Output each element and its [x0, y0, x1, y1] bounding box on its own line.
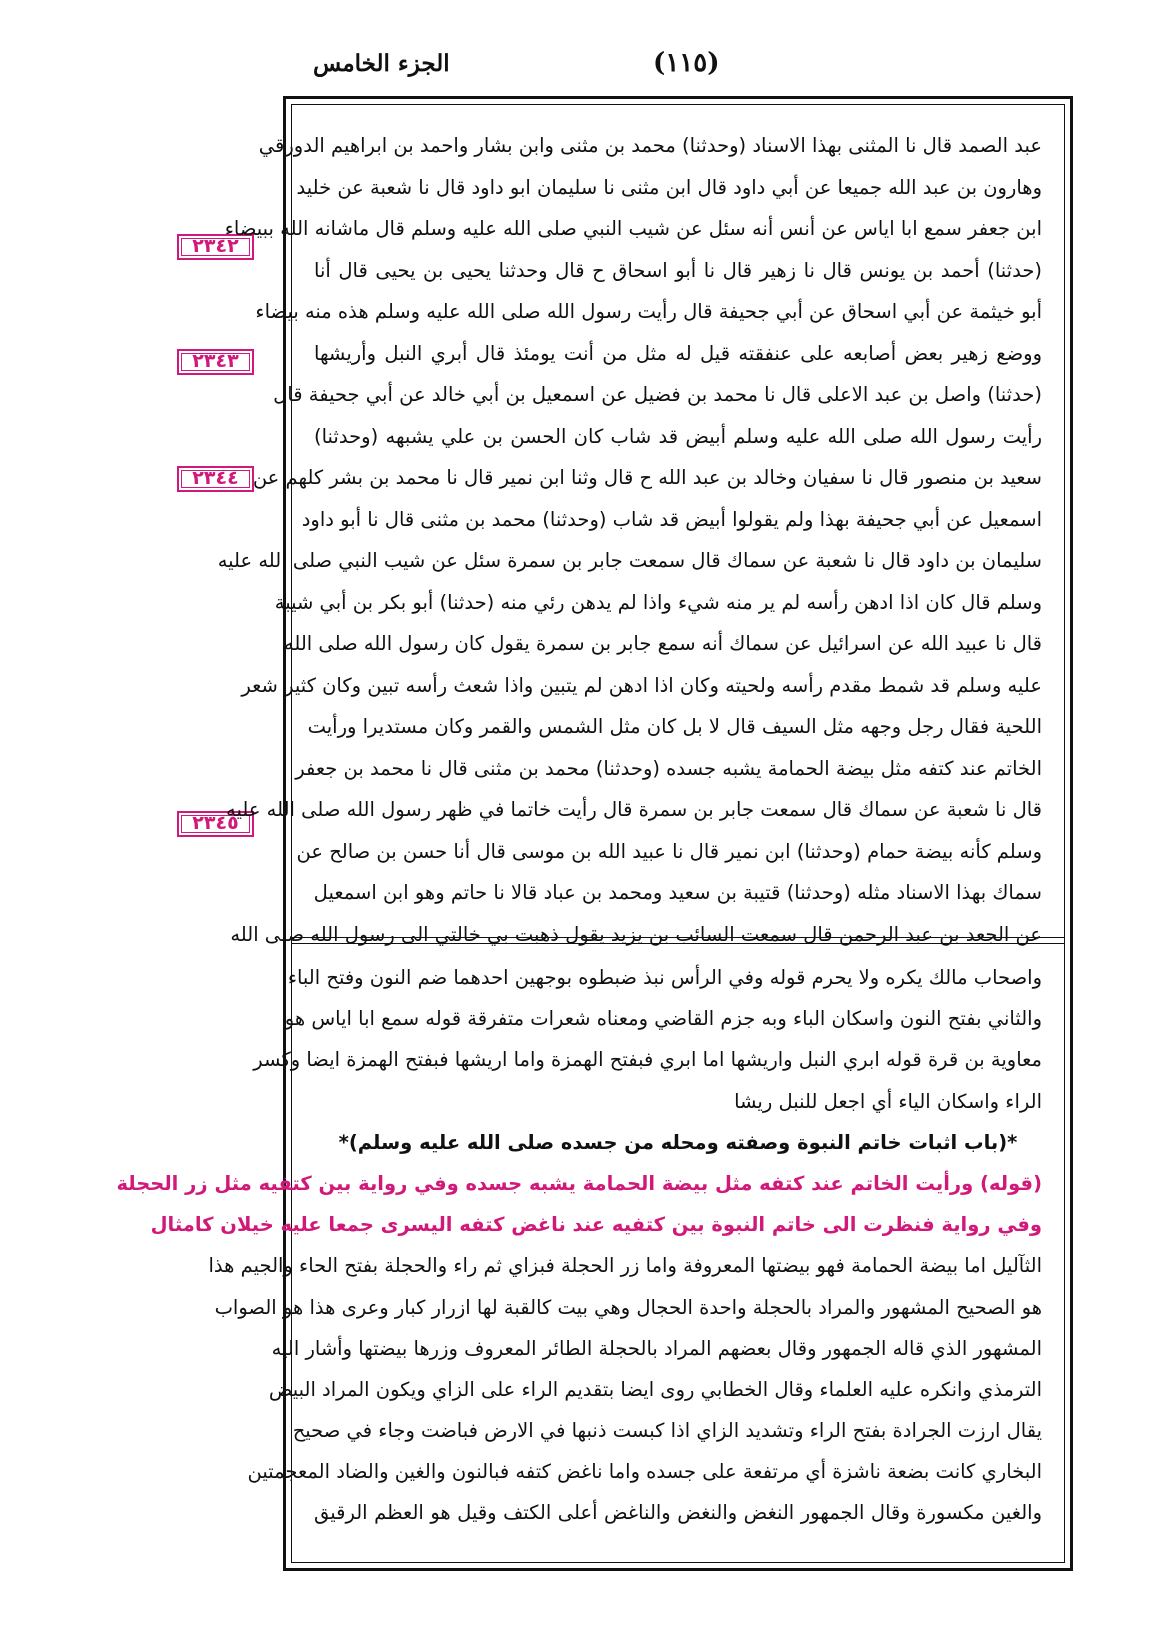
- text-line: سماك بهذا الاسناد مثله (وحدثنا) قتيبة بن سعيد ومحمد بن عباد قالا نا حاتم وهو ابن اسمعيل: [313, 881, 1042, 904]
- text-line: قال نا شعبة عن سماك قال سمعت جابر بن سمرة قال رأيت خاتما في ظهر رسول الله صلى الله عليه: [226, 798, 1042, 821]
- text-line: قال نا عبيد الله عن اسرائيل عن سماك أنه سمع جابر بن سمرة يقول كان رسول الله صلى الله: [283, 632, 1042, 655]
- text-line: البخاري كانت بضعة ناشزة أي مرتفعة على جسده واما ناغض كتفه فبالنون والغين والضاد المعجمتين: [247, 1460, 1042, 1484]
- hadith-number: ٢٣٤٤: [192, 467, 239, 489]
- page-header: [283, 48, 1073, 92]
- text-line: سعيد بن منصور قال نا سفيان وخالد بن عبد الله ح قال وثنا ابن نمير قال نا محمد بن بشر كلهم عن: [252, 466, 1042, 489]
- volume-title: الجزء الخامس: [313, 50, 450, 77]
- text-line: واصحاب مالك يكره ولا يحرم قوله وفي الرأس نبذ ضبطوه بوجهين احدهما ضم النون وفتح الباء: [287, 966, 1042, 989]
- text-line: (حدثنا) أحمد بن يونس قال نا زهير قال نا أبو اسحاق ح قال وحدثنا يحيى بن يحيى قال أنا: [314, 258, 1042, 282]
- text-line: وسلم كأنه بيضة حمام (وحدثنا) ابن نمير قال نا عبيد الله بن موسى قال أنا حسن بن صالح عن: [296, 839, 1042, 863]
- text-line: هو الصحيح المشهور والمراد بالحجلة واحدة الحجال وهي بيت كالقبة لها ازرار كبار وعرى هذا هو الصواب: [214, 1295, 1042, 1319]
- text-line: معاوية بن قرة قوله ابري النبل واريشها اما ابري فبفتح الهمزة واما اريشها فبفتح الهمزة ايضا وكسر: [253, 1048, 1042, 1072]
- text-line: سليمان بن داود قال نا شعبة عن سماك قال سمعت جابر بن سمرة سئل عن شيب النبي صلى الله عليه: [217, 549, 1042, 572]
- text-line: عن الجعد بن عبد الرحمن قال سمعت السائب بن يزيد يقول ذهبت بي خالتي الى رسول الله صلى الله: [230, 922, 1042, 946]
- text-line: المشهور الذي قاله الجمهور وقال بعضهم المراد بالحجلة الطائر المعروف وزرها بيضتها وأشار اليه: [271, 1336, 1042, 1360]
- page-number: (١١٥): [653, 48, 720, 78]
- text-line: (حدثنا) واصل بن عبد الاعلى قال نا محمد بن فضيل عن اسمعيل بن أبي خالد عن أبي جحيفة قال: [273, 383, 1042, 406]
- text-line: اسمعيل عن أبي جحيفة بهذا ولم يقولوا أبيض قد شاب (وحدثنا) محمد بن مثنى قال نا أبو داود: [301, 507, 1042, 531]
- text-line: الترمذي وانكره عليه العلماء وقال الخطابي روى ايضا بتقديم الراء على الزاي ويكون المراد البيض: [268, 1377, 1042, 1401]
- text-line: عليه وسلم قد شمط مقدم رأسه ولحيته وكان اذا ادهن لم يتبين واذا شعث رأسه تبين وكان كثير شعر: [241, 673, 1042, 697]
- hadith-number-box: [177, 466, 254, 492]
- text-line: يقال ارزت الجرادة بفتح الراء وتشديد الزاي اذا كبست ذنبها في الارض فباضت وجاء في صحيح: [292, 1419, 1042, 1443]
- text-line: رأيت رسول الله صلى الله عليه وسلم أبيض قد شاب كان الحسن بن علي يشبهه (وحدثنا): [314, 424, 1042, 448]
- text-line: الراء واسكان الياء أي اجعل للنبل ريشا: [734, 1089, 1042, 1113]
- text-line: اللحية فقال رجل وجهه مثل السيف قال لا بل كان مثل الشمس والقمر وكان مستديرا ورأيت: [307, 715, 1042, 738]
- hadith-number-box: [177, 349, 254, 375]
- hadith-number: ٢٣٤٥: [192, 812, 239, 834]
- text-line: الخاتم عند كتفه مثل بيضة الحمامة يشبه جسده (وحدثنا) محمد بن مثنى قال نا محمد بن جعفر: [295, 756, 1042, 780]
- commentary-text: [116, 957, 1042, 1534]
- text-line: والثاني بفتح النون واسكان الباء وبه جزم القاضي ومعناه شعرات متفرقة قوله سمع ابا اياس هو: [284, 1007, 1042, 1031]
- text-line: وسلم قال كان اذا ادهن رأسه لم ير منه شيء واذا لم يدهن رئي منه (حدثنا) أبو بكر بن أبي شيبة: [274, 590, 1042, 614]
- section-divider: [292, 937, 1064, 938]
- hadith-number: ٢٣٤٢: [192, 235, 239, 257]
- text-line: الثآليل اما بيضة الحمامة فهو بيضتها المعروفة واما زر الحجلة فبزاي ثم راء والحجلة بفتح الحاء والجيم هذا: [208, 1254, 1042, 1278]
- text-line: وهارون بن عبد الله جميعا عن أبي داود قال ابن مثنى نا سليمان ابو داود قال نا شعبة عن خليد: [296, 175, 1042, 199]
- text-line: (قوله) ورأيت الخاتم عند كتفه مثل بيضة الحمامة يشبه جسده وفي رواية بين كتفيه مثل زر الحجلة: [116, 1171, 1042, 1195]
- section-divider: [292, 943, 1064, 944]
- text-line: ووضع زهير بعض أصابعه على عنفقته قيل له مثل من أنت يومئذ قال أبري النبل وأريشها: [314, 341, 1042, 365]
- hadith-number: ٢٣٤٣: [192, 350, 239, 372]
- text-line: ابن جعفر سمع ابا اياس عن أنس أنه سئل عن شيب النبي صلى الله عليه وسلم قال ماشانه الله ببيضاء: [224, 217, 1042, 240]
- text-line: وفي رواية فنظرت الى خاتم النبوة بين كتفيه عند ناغض كتفه اليسرى جمعا عليه خيلان كامثال: [150, 1213, 1042, 1237]
- hadith-text: [217, 125, 1042, 955]
- chapter-title: *(باب اثبات خاتم النبوة وصفته ومحله من جسده صلى الله عليه وسلم)*: [338, 1130, 1018, 1154]
- text-line: عبد الصمد قال نا المثنى بهذا الاسناد (وحدثنا) محمد بن مثنى وابن بشار واحمد بن ابراهيم الدورقي: [258, 134, 1042, 157]
- text-line: أبو خيثمة عن أبي اسحاق عن أبي جحيفة قال رأيت رسول الله صلى الله عليه وسلم هذه منه بيضاء: [255, 300, 1042, 323]
- text-line: والغين مكسورة وقال الجمهور النغض والنغض والناغض أعلى الكتف وقيل هو العظم الرقيق: [314, 1501, 1042, 1525]
